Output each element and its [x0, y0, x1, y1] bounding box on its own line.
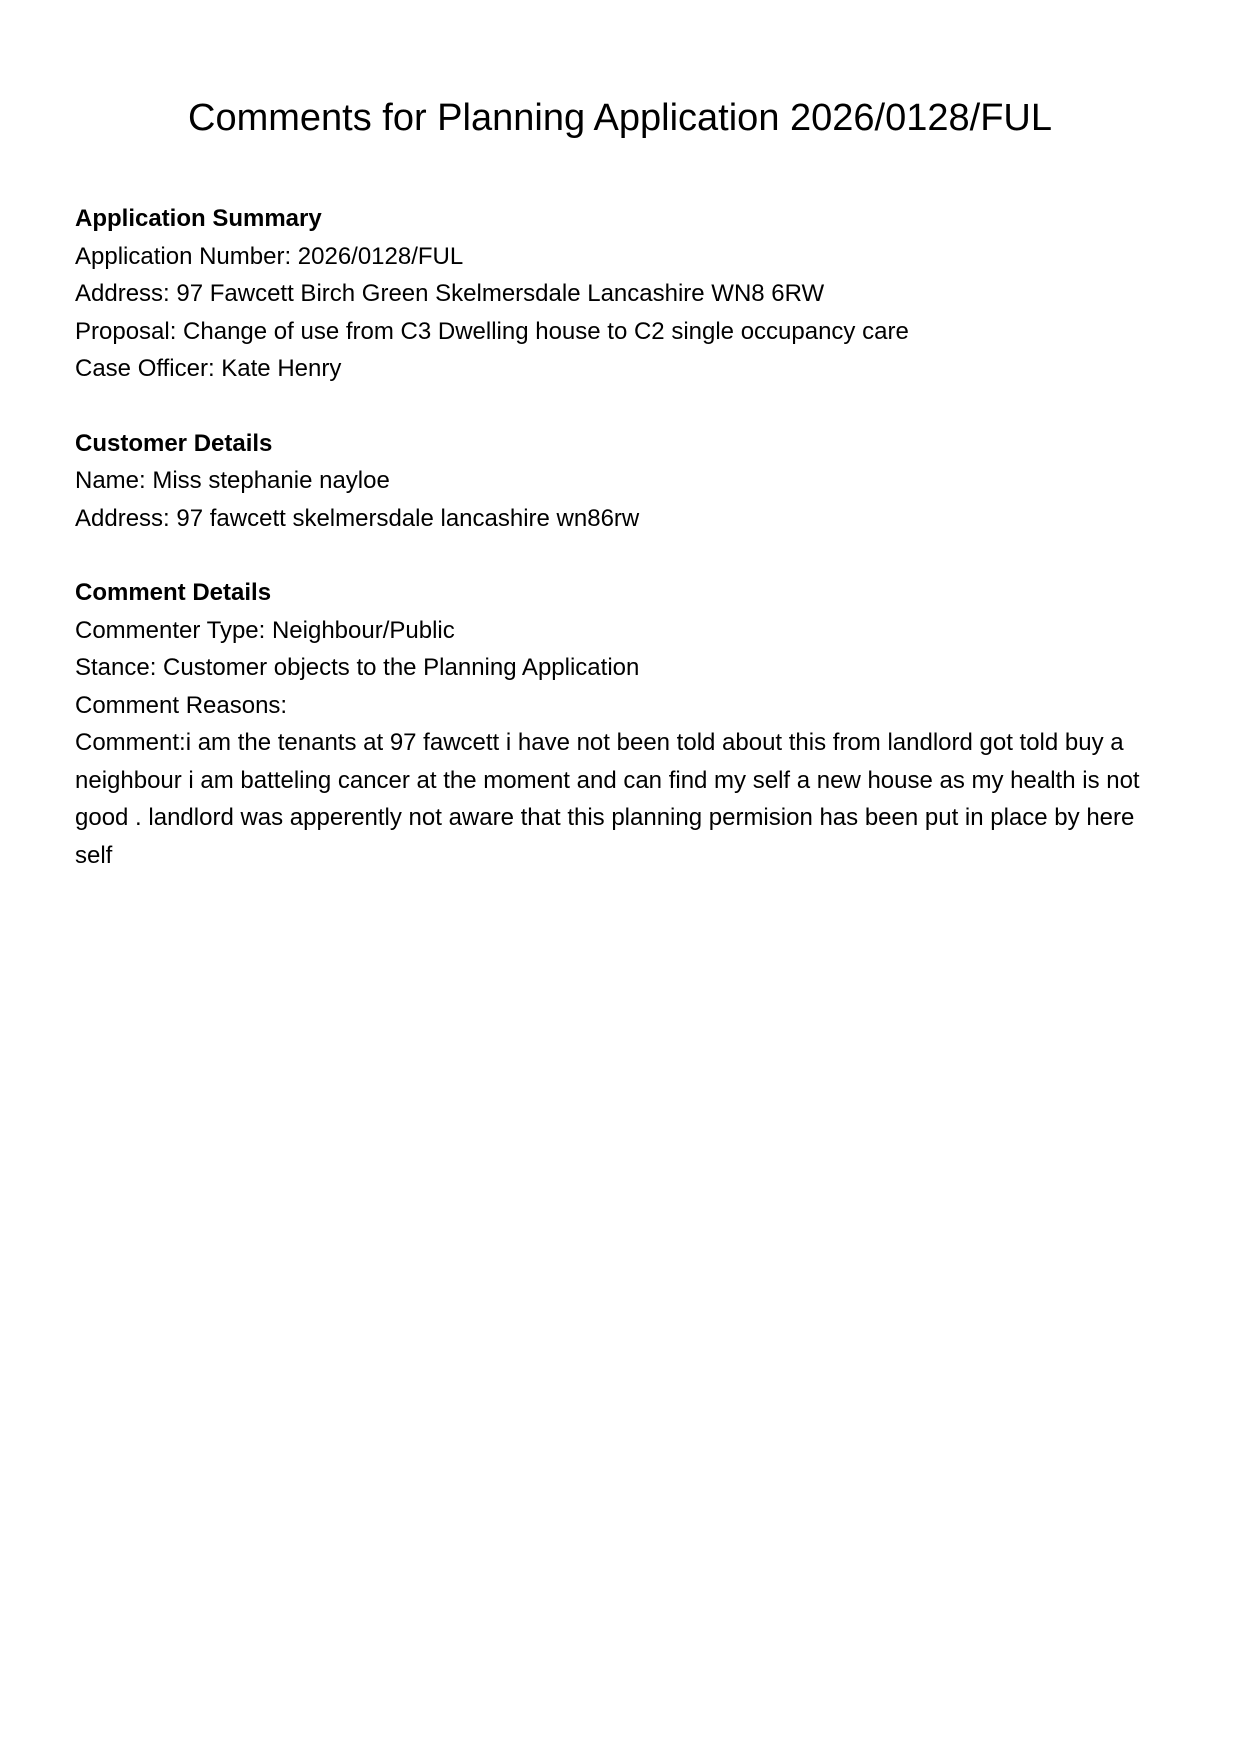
commenter-type: Commenter Type: Neighbour/Public	[75, 616, 455, 644]
application-summary-heading: Application Summary	[75, 205, 322, 232]
page-title: Comments for Planning Application 2026/0128/FUL	[188, 97, 1052, 139]
document-body	[75, 200, 1170, 911]
application-proposal: Proposal: Change of use from C3 Dwelling house to C2 single occupancy care	[75, 317, 909, 345]
customer-details-heading: Customer Details	[75, 429, 273, 457]
application-number: Application Number: 2026/0128/FUL	[75, 242, 464, 270]
comment-details-heading: Comment Details	[75, 579, 272, 606]
customer-address: Address: 97 fawcett skelmersdale lancashire wn86rw	[75, 504, 640, 532]
comment-reasons: Comment Reasons:	[75, 691, 288, 719]
comment-body: Comment:i am the tenants at 97 fawcett i have not been told about this from landlord got told buy a neighbour i am batteling cancer at the moment and can find my self a new house as my health is not good . landlord was apperently not aware that this planning permision has been put in place by here self	[75, 729, 1140, 869]
application-address: Address: 97 Fawcett Birch Green Skelmersdale Lancashire WN8 6RW	[75, 280, 825, 307]
case-officer: Case Officer: Kate Henry	[75, 355, 342, 382]
customer-name: Name: Miss stephanie nayloe	[75, 467, 390, 494]
comment-details-section	[75, 574, 1170, 874]
application-summary-section	[75, 200, 1170, 388]
comment-stance: Stance: Customer objects to the Planning Application	[75, 654, 640, 681]
customer-details-section	[75, 425, 1170, 538]
